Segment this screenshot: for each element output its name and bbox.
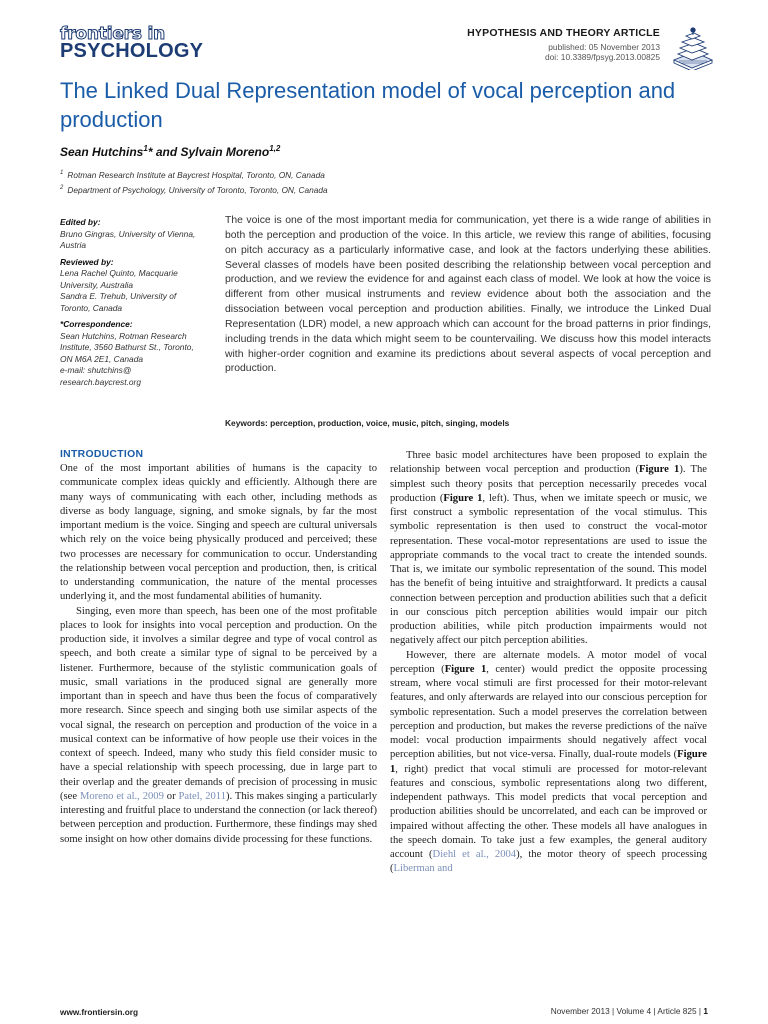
paragraph-3-text: Three basic model architectures have been proposed to explain the relationship between vocal perception and production ( <box>390 450 707 476</box>
paragraph-2 <box>60 605 377 847</box>
author-2-affil: 1,2 <box>269 144 281 153</box>
affiliations <box>60 167 328 197</box>
paragraph-1: One of the most important abilities of humans is the capacity to communicate complex ideas quickly and efficiently. Although there are many ways of communicating with each other, including methods as diverse as body language, signing, and smoke signals, by far the most important medium is the voice. Singing and speech are cultural universals which rely on the voice being physically produced and perceived; these two processes are necessary for communication to occur. Understanding the relationship between vocal perception and production, then, is critical to understanding communication, the nature of the mental processes underlying it, and the most fundamental abilities of humanity. <box>60 463 377 603</box>
paragraph-2-text-cont: ). This makes singing a particularly interesting and fruitful place to understand the connection (or lack thereof) between perception and production. Furthermore, these findings may shed some insight on how other domains divide processing for these functions. <box>60 790 378 845</box>
affiliation-1 <box>60 167 328 182</box>
doi[interactable]: doi: 10.3389/fpsyg.2013.00825 <box>544 52 660 62</box>
reviewed-by-label: Reviewed by: <box>60 256 114 267</box>
reference-link-moreno[interactable]: Moreno et al., 2009 <box>79 790 164 802</box>
article-type: HYPOTHESIS AND THEORY ARTICLE <box>467 27 660 39</box>
article-title: The Linked Dual Representation model of vocal perception and production <box>60 78 676 132</box>
author-1-affil: 1 <box>143 144 148 153</box>
affiliation-1-num: 1 <box>60 170 64 176</box>
figure-1-link[interactable]: Figure 1 <box>638 464 680 476</box>
footer-issue-info: November 2013 | Volume 4 | Article 825 | <box>550 1006 704 1016</box>
section-heading-introduction: INTRODUCTION <box>60 449 144 460</box>
author-2[interactable]: Sylvain Moreno <box>180 145 270 159</box>
figure-1-link[interactable]: Figure 1 <box>443 492 483 504</box>
paragraph-4-text-d: ), the motor theory of speech processing ( <box>390 849 707 875</box>
edited-by-label: Edited by: <box>60 217 101 227</box>
author-conjunction: and <box>152 145 181 159</box>
editorial-info <box>60 217 215 388</box>
paragraph-3-text-c: , left). Thus, when we imitate speech or music, we first construct a symbolic representation of the vocal stimulus. This symbolic representation is then used to construct the vocal-motor representation. These vocal-motor representations are used to issue the appropriate commands to the vocal tract to create the intended sounds. That is, we imitate our symbolic representation of the sound. This model has the benefit of being intuitive and straightforward. It predicts a causal connection between perception and production abilities such that a deficit in our conscious pitch perception abilities would impair our pitch production abilities, while pitch production impairments would not negatively affect our pitch perception abilities. <box>390 492 708 647</box>
email-line[interactable]: research.baycrest.org <box>60 376 141 387</box>
correspondence-line: ON M6A 2E1, Canada <box>60 353 144 364</box>
affiliation-2-num: 2 <box>60 184 64 191</box>
reference-link-liberman[interactable]: Liberman and <box>393 863 453 875</box>
corresponding-star: * <box>147 145 153 159</box>
body-column-right <box>390 449 707 877</box>
affiliation-2 <box>60 182 328 197</box>
paragraph-4-text-c: , right) predict that vocal stimuli are processed for motor-relevant features and conscious, symbolic representations along two different, independent pathways. This model predicts that vocal perception and production abilities should be uncorrelated, and each can be improved or impaired without affecting the other. These models all have analogues in the speech domain. To take just a few examples, the general auditory account ( <box>390 763 707 860</box>
paragraph-2-or: or <box>163 790 179 802</box>
page-number: 1 <box>703 1006 708 1016</box>
correspondence-line: Sean Hutchins, Rotman Research <box>60 330 187 341</box>
editor-line: Austria <box>60 240 87 250</box>
figure-1-link[interactable]: Figure 1 <box>390 749 707 775</box>
reviewer-line: Sandra E. Trehub, University of <box>60 291 177 301</box>
reference-link-patel[interactable]: Patel, 2011 <box>178 790 226 802</box>
keywords: Keywords: perception, production, voice, music, pitch, singing, models <box>225 418 510 428</box>
reviewer-line: Lena Rachel Quinto, Macquarie <box>60 268 178 278</box>
footer-url[interactable]: www.frontiersin.org <box>60 1007 139 1017</box>
reviewer-line: University, Australia <box>60 279 134 290</box>
author-list <box>60 144 280 159</box>
email-line[interactable]: e-mail: shutchins@ <box>60 365 132 375</box>
journal-stack-icon <box>670 24 716 70</box>
body-column-left <box>60 448 377 847</box>
paragraph-4 <box>390 649 707 877</box>
editor-line: Bruno Gingras, University of Vienna, <box>60 228 196 239</box>
published-date: published: 05 November 2013 <box>548 42 660 52</box>
affiliation-1-text: Rotman Research Institute at Baycrest Hospital, Toronto, ON, Canada <box>67 169 325 180</box>
logo-psychology: PSYCHOLOGY <box>60 40 204 62</box>
correspondence-label: *Correspondence: <box>60 319 133 329</box>
paragraph-3 <box>390 449 707 649</box>
footer-info <box>551 1006 708 1016</box>
figure-1-link[interactable]: Figure 1 <box>444 663 487 675</box>
paragraph-4-text: However, there are alternate models. A motor model of vocal perception ( <box>390 649 707 675</box>
author-1[interactable]: Sean Hutchins <box>60 145 144 159</box>
paragraph-3-text-b: ). The simplest such theory posits that perception necessarily precedes vocal production ( <box>390 464 707 504</box>
paragraph-4-text-b: , center) would predict the opposite processing stream, where vocal stimuli are first processed for their motor-relevant features, and only afterwards are relayed into our conscious perception for symbolic representation. Such a model preserves the correlation between perception and production, but makes the reverse predictions of the naïve model: vocal production impairments should negatively affect vocal perception abilities, but not vice-versa. Finally, dual-route models ( <box>390 663 707 761</box>
correspondence-line: Institute, 3560 Bathurst St., Toronto, <box>60 342 194 352</box>
abstract: The voice is one of the most important media for communication, yet there is a wide range of abilities in both the perception and production of the voice. In this article, we review this range of abilities, focusing on pitch accuracy as a particularly informative case, and look at the factors underlying these abilities. Several classes of models have been posited describing the relationship between vocal perception and production, and we review the evidence for and against each class of model. We look at how the voice is different from other musical instruments and review evidence about both the association and the dissociation between vocal perception and production abilities. Finally, we introduce the Linked Dual Representation (LDR) model, a new approach which can account for the broad patterns in prior findings, including trends in the data which might seem to be countervailing. We discuss how this model interacts with higher-order cognition and examine its predictions about several aspects of vocal perception and production. <box>225 215 711 375</box>
journal-logo[interactable] <box>60 26 203 61</box>
affiliation-2-text: Department of Psychology, University of Toronto, Toronto, ON, Canada <box>67 184 328 195</box>
reference-link-diehl[interactable]: Diehl et al., 2004 <box>432 849 517 860</box>
paragraph-2-text: Singing, even more than speech, has been one of the most profitable places to look for insights into vocal perception and production. On the production side, it involves a similar degree and type of vocal control as speech, and both create a similar type of signal to be perceived by a listener. Furthermore, because of the stylistic communication goals of music, small variations in the produced signal are generally more important than in speech and have thus been the focus of comparatively more research. Since speech and singing both use similar aspects of the vocal signal, the research on perception and production of the voice in a musical context can be informative of how people use their voices in the context of speech. Indeed, many who study this field consider music to have a special relationship with speech processing, due in large part to their overlap and the greater demands of precision of processing in music (see <box>60 605 377 802</box>
logo-frontiers-in: frontiers in <box>60 24 165 44</box>
publication-info <box>545 42 660 62</box>
reviewer-line: Toronto, Canada <box>60 302 123 313</box>
